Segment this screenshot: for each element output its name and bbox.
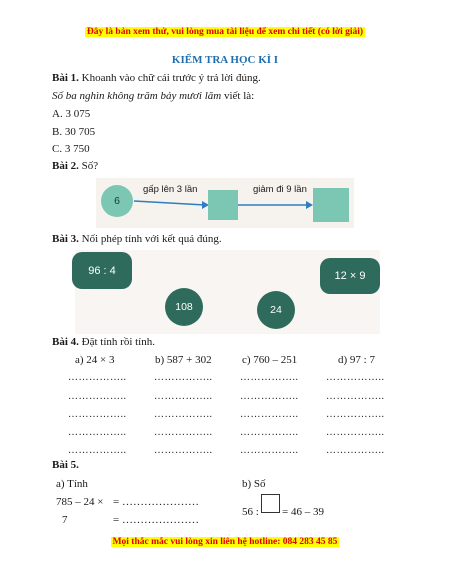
arrow-right-icon — [238, 201, 313, 209]
answer-dotted-line[interactable]: …………….. — [68, 445, 127, 456]
bai1-option-a[interactable]: A. 3 075 — [52, 108, 91, 120]
bai4-heading — [52, 336, 155, 348]
bai5-expression-line1: 785 – 24 × — [56, 496, 104, 508]
bai3-result-circle-2[interactable]: 24 — [257, 291, 295, 329]
answer-dotted-line[interactable]: …………….. — [326, 372, 385, 383]
bai5-answer-line2[interactable]: = ………………… — [113, 514, 199, 526]
bai1-question-italic: Số ba nghìn không trăm bảy mươi lăm — [52, 90, 222, 102]
bai5-part-a: a) Tính — [56, 478, 88, 490]
bai2-instruction: Số? — [81, 160, 99, 172]
bai1-question-rest: viết là: — [221, 90, 255, 102]
bai2-answer-box-1[interactable] — [208, 190, 238, 220]
bai5-part-b: b) Số — [242, 478, 266, 490]
answer-dotted-line[interactable]: …………….. — [240, 391, 299, 402]
answer-dotted-line[interactable]: …………….. — [68, 409, 127, 420]
bai2-answer-box-2[interactable] — [313, 188, 349, 222]
bai1-option-c[interactable]: C. 3 750 — [52, 143, 90, 155]
bai3-result-circle-1[interactable]: 108 — [165, 288, 203, 326]
arrow-right-icon — [134, 201, 209, 209]
answer-dotted-line[interactable]: …………….. — [154, 427, 213, 438]
page-title: KIỂM TRA HỌC KÌ I — [171, 54, 279, 66]
answer-dotted-line[interactable]: …………….. — [326, 445, 385, 456]
answer-dotted-line[interactable]: …………….. — [68, 372, 127, 383]
bai1-option-b[interactable]: B. 30 705 — [52, 126, 96, 138]
bai2-start-circle: 6 — [101, 185, 133, 217]
bai4-problem-d: d) 97 : 7 — [338, 354, 375, 366]
bai4-instruction: Đặt tính rồi tính. — [81, 336, 155, 348]
bai5-equation-right: = 46 – 39 — [282, 506, 324, 518]
bai5-blank-box[interactable] — [261, 494, 280, 513]
bai5-answer-line1[interactable]: = ………………… — [113, 496, 199, 508]
answer-dotted-line[interactable]: …………….. — [326, 427, 385, 438]
bai3-label: Bài 3. — [52, 233, 79, 245]
answer-dotted-line[interactable]: …………….. — [326, 391, 385, 402]
answer-dotted-line[interactable]: …………….. — [240, 409, 299, 420]
bai2-step1-label: gấp lên 3 lần — [143, 184, 198, 195]
bai3-instruction: Nối phép tính với kết quả đúng. — [81, 233, 222, 245]
bai3-expression-tile-2[interactable]: 12 × 9 — [320, 258, 380, 294]
answer-dotted-line[interactable]: …………….. — [154, 391, 213, 402]
bai2-step2-label: giảm đi 9 lần — [253, 184, 307, 195]
bai3-heading — [52, 233, 222, 245]
bai4-problem-b: b) 587 + 302 — [155, 354, 212, 366]
bai2-label: Bài 2. — [52, 160, 79, 172]
answer-dotted-line[interactable]: …………….. — [154, 409, 213, 420]
answer-dotted-line[interactable]: …………….. — [240, 372, 299, 383]
answer-dotted-line[interactable]: …………….. — [240, 427, 299, 438]
hotline-footer — [0, 535, 450, 547]
bai1-instruction: Khoanh vào chữ cái trước ý trả lời đúng. — [81, 72, 261, 84]
preview-banner-text: Đây là bản xem thử, vui lòng mua tài liệu để xem chi tiết (có lời giải) — [86, 27, 364, 37]
answer-dotted-line[interactable]: …………….. — [154, 372, 213, 383]
bai4-problem-c: c) 760 – 251 — [242, 354, 298, 366]
answer-dotted-line[interactable]: …………….. — [154, 445, 213, 456]
bai5-label: Bài 5. — [52, 459, 79, 471]
bai4-label: Bài 4. — [52, 336, 79, 348]
bai3-expression-tile-1[interactable]: 96 : 4 — [72, 252, 132, 289]
answer-dotted-line[interactable]: …………….. — [68, 391, 127, 402]
answer-dotted-line[interactable]: …………….. — [326, 409, 385, 420]
bai5-expression-line2: 7 — [62, 514, 68, 526]
answer-dotted-line[interactable]: …………….. — [240, 445, 299, 456]
hotline-footer-text: Mọi thắc mắc vui lòng xin liên hệ hotline: 084 283 45 85 — [112, 537, 338, 547]
answer-dotted-line[interactable]: …………….. — [68, 427, 127, 438]
bai1-label: Bài 1. — [52, 72, 79, 84]
bai4-problem-a: a) 24 × 3 — [75, 354, 115, 366]
bai5-equation-left: 56 : — [242, 506, 259, 518]
